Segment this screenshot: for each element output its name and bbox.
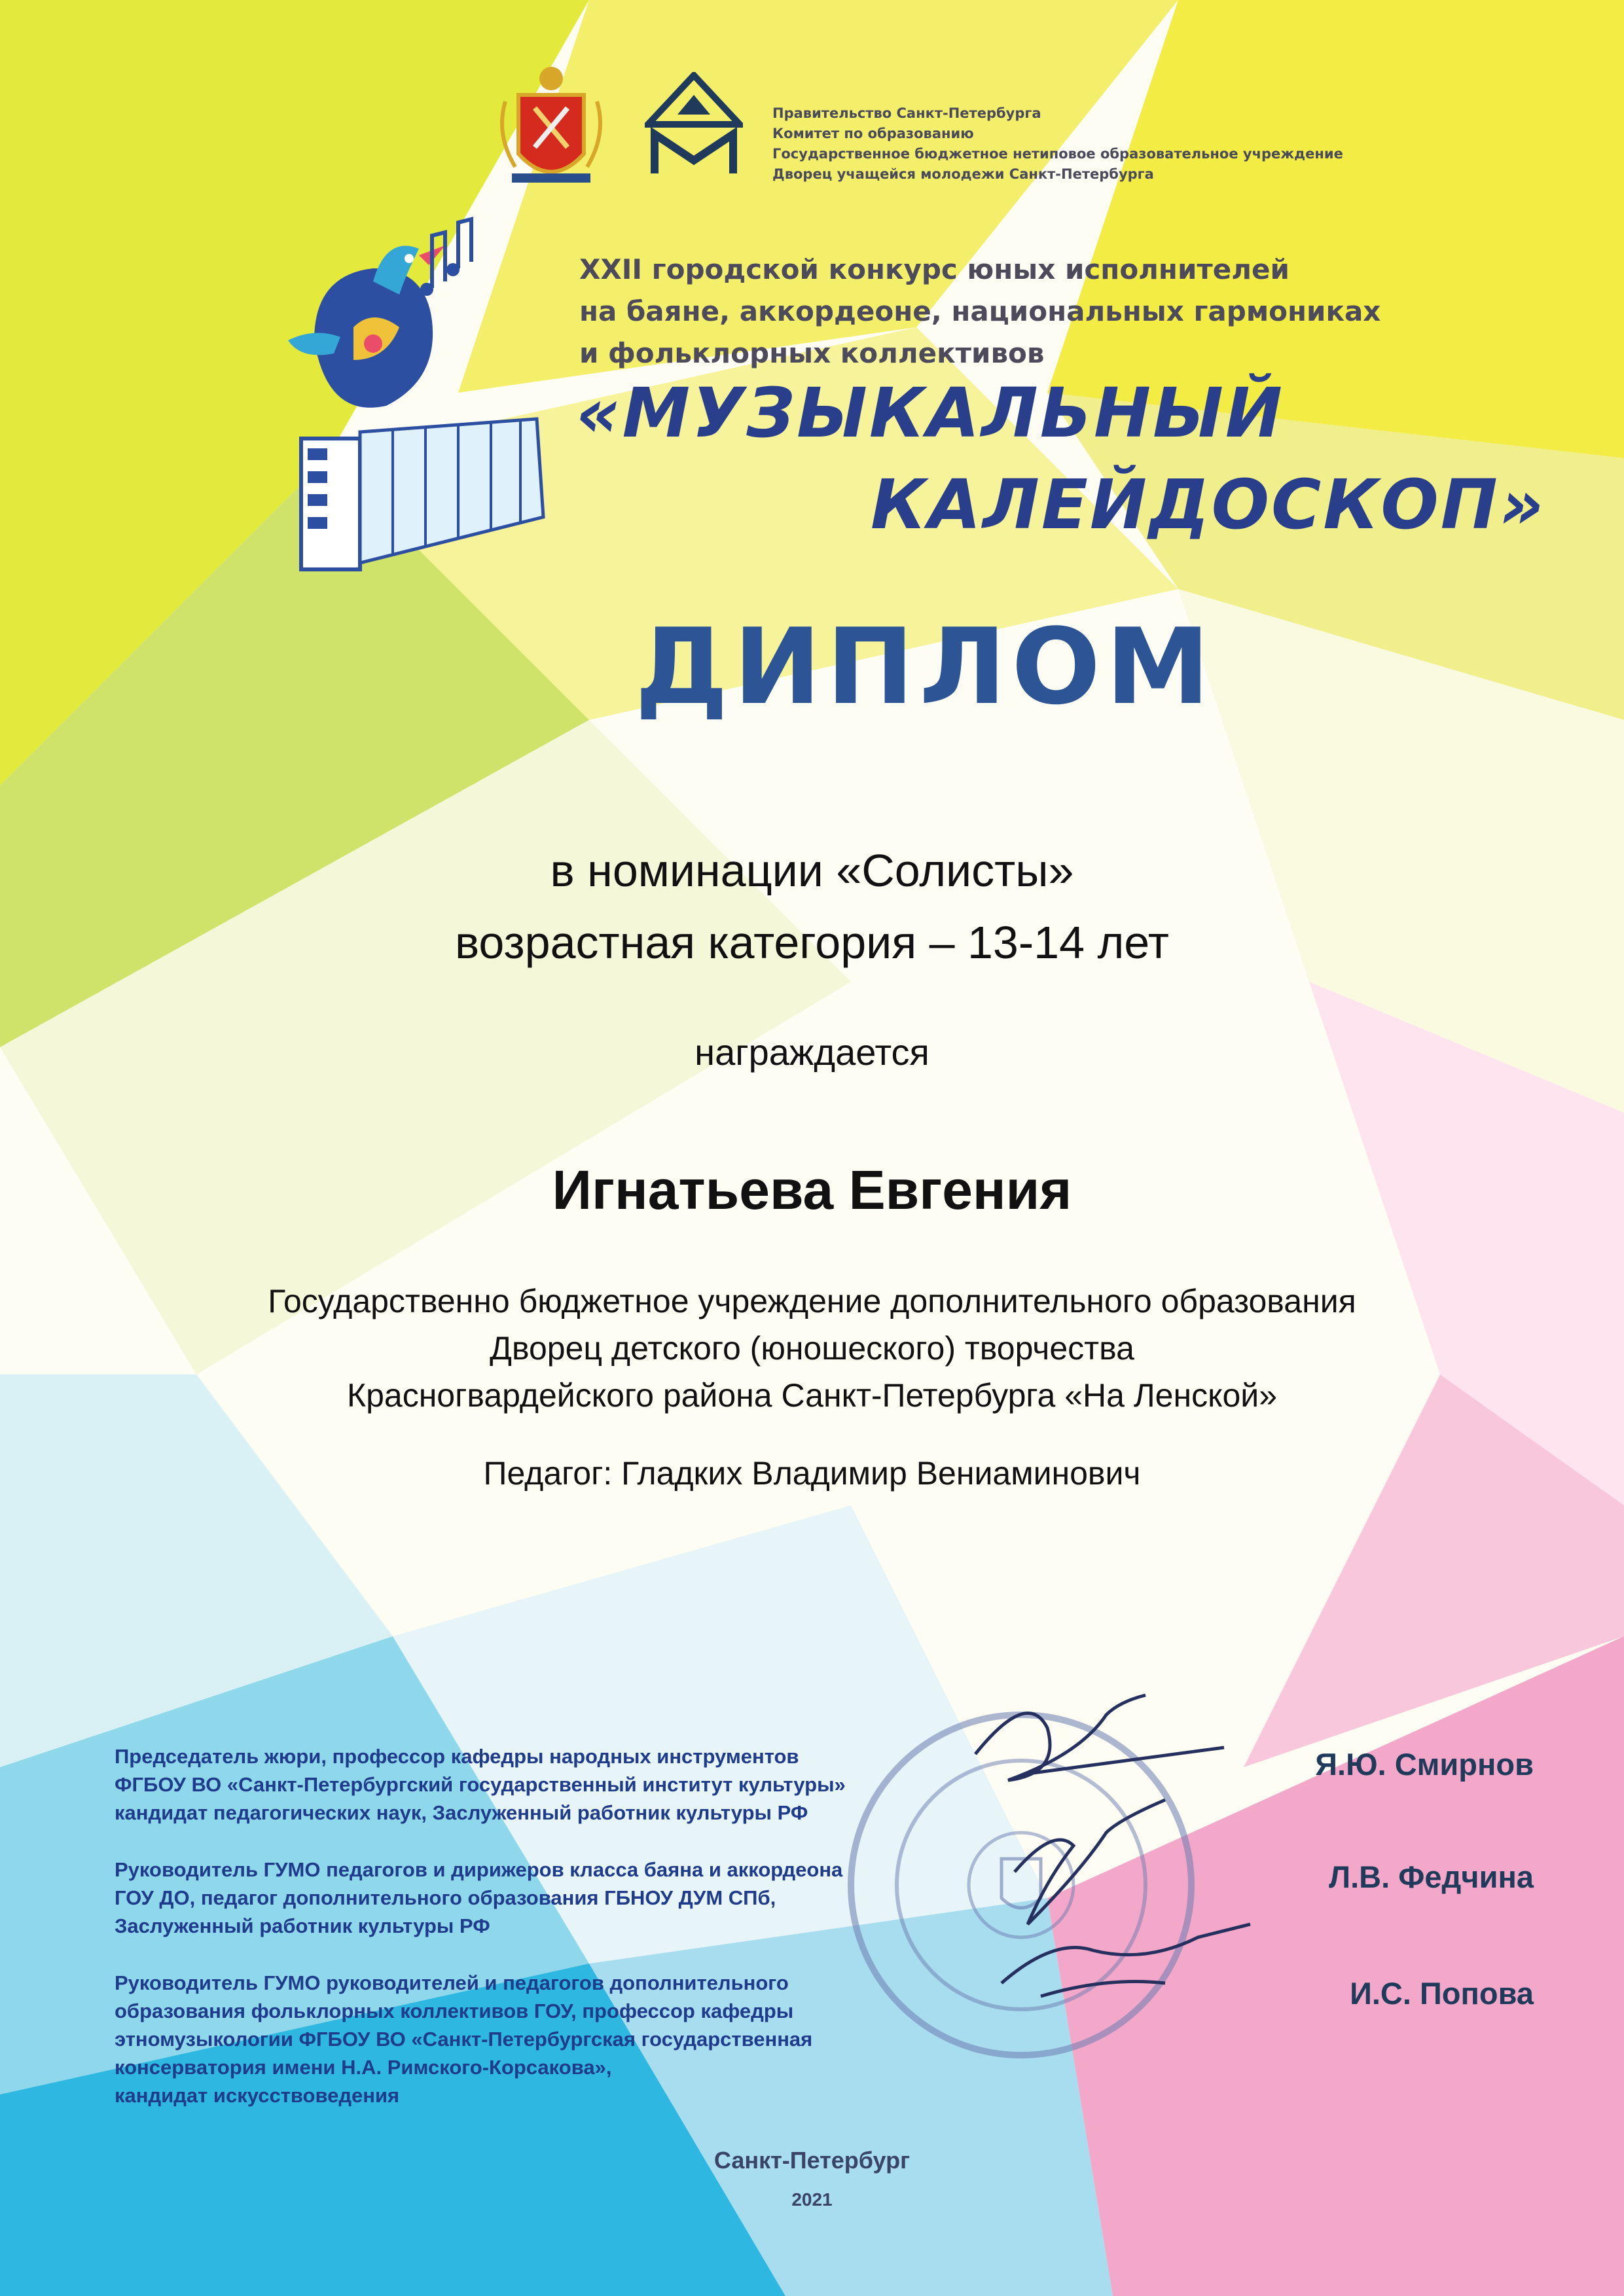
government-line: Комитет по образованию (772, 126, 974, 141)
jury-line: Руководитель ГУМО руководителей и педагогов дополнительного (115, 1971, 789, 1994)
coat-of-arms-icon (492, 62, 610, 193)
palace-logo-icon (645, 72, 743, 180)
recipient-name: Игнатьева Евгения (552, 1159, 1072, 1221)
awarded-label: награждается (695, 1031, 929, 1073)
diploma-heading: ДИПЛОМ (635, 605, 1216, 728)
jury-line: кандидат искусствоведения (115, 2084, 400, 2107)
jury-line: этномузыкологии ФГБОУ ВО «Санкт-Петербургская государственная (115, 2028, 813, 2051)
jury-line: ФГБОУ ВО «Санкт-Петербургский государственный институт культуры» (115, 1773, 846, 1796)
jury-line: консерватория имени Н.А. Римского-Корсакова», (115, 2056, 612, 2079)
contest-description (579, 249, 1381, 374)
jury-line: Заслуженный работник культуры РФ (115, 1914, 490, 1937)
age-category: возрастная категория – 13-14 лет (455, 917, 1169, 968)
jury-line: образования фольклорных коллективов ГОУ, профессор кафедры (115, 2000, 794, 2022)
contest-line: XXII городской конкурс юных исполнителей (579, 253, 1290, 285)
jury-member2-name: Л.В. Федчина (1329, 1859, 1534, 1894)
contest-title-line1: «МУЗЫКАЛЬНЫЙ (576, 373, 1284, 453)
government-line: Дворец учащейся молодежи Санкт-Петербурга (772, 166, 1154, 182)
bird-accordion-icon (275, 209, 556, 583)
jury-member3-description (115, 1969, 812, 2109)
government-header (772, 103, 1343, 185)
jury-line: Руководитель ГУМО педагогов и дирижеров класса баяна и аккордеона (115, 1858, 843, 1881)
organization-line: Дворец детского (юношеского) творчества (490, 1330, 1134, 1367)
footer-city: Санкт-Петербург (713, 2147, 911, 2174)
jury-member3-name: И.С. Попова (1350, 1976, 1534, 2011)
organization-line: Красногвардейского района Санкт-Петербурга «На Ленской» (346, 1377, 1278, 1414)
organization-line: Государственно бюджетное учреждение дополнительного образования (268, 1283, 1356, 1319)
jury-line: ГОУ ДО, педагог дополнительного образования ГБНОУ ДУМ СПб, (115, 1886, 776, 1909)
government-line: Государственное бюджетное нетиповое образовательное учреждение (772, 146, 1343, 162)
jury-chair-description (115, 1742, 846, 1827)
nomination: в номинации «Солисты» (550, 845, 1074, 896)
government-line: Правительство Санкт-Петербурга (772, 105, 1041, 121)
jury-chair-name: Я.Ю. Смирнов (1315, 1747, 1534, 1782)
jury-line: кандидат педагогических наук, Заслуженный работник культуры РФ (115, 1801, 808, 1824)
contest-line: на баяне, аккордеоне, национальных гармониках (579, 295, 1381, 327)
jury-line: Председатель жюри, профессор кафедры народных инструментов (115, 1745, 799, 1768)
jury-member2-description (115, 1856, 842, 1940)
organization (0, 1278, 1624, 1419)
contest-line: и фольклорных коллективов (579, 337, 1045, 369)
teacher: Педагог: Гладких Владимир Вениаминович (483, 1455, 1141, 1492)
footer-year: 2021 (791, 2189, 833, 2210)
contest-title-line2: КАЛЕЙДОСКОП» (871, 465, 1546, 545)
